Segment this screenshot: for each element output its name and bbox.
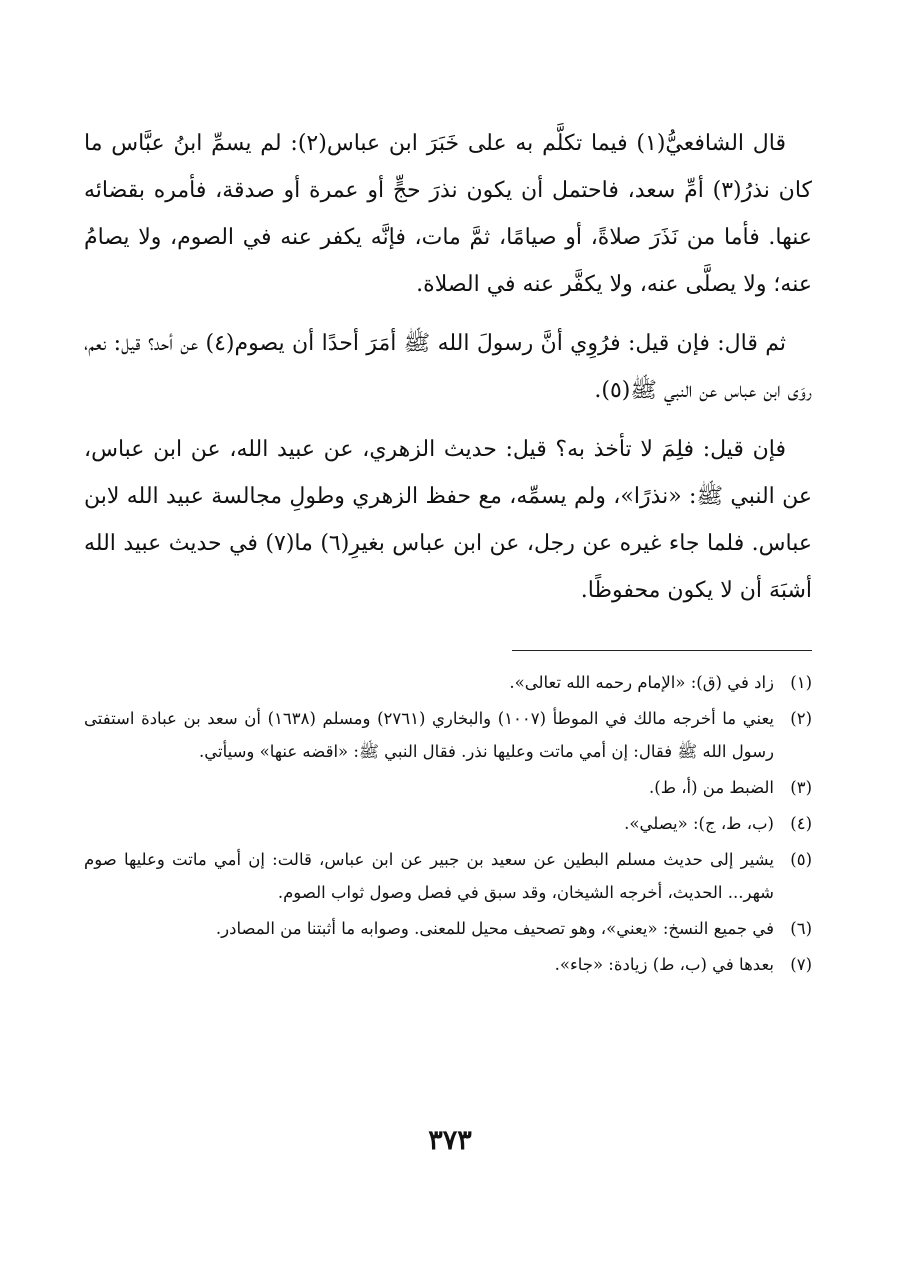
footnote-text: في جميع النسخ: «يعني»، وهو تصحيف محيل للمعنى. وصوابه ما أثبتنا من المصادر. xyxy=(215,919,774,938)
footnote-number: (٦) xyxy=(790,919,812,938)
footnote-number: (٣) xyxy=(790,778,812,797)
page-number: ٣٧٣ xyxy=(428,1125,472,1156)
footnote-text: يشير إلى حديث مسلم البطين عن سعيد بن جبير عن ابن عباس، قالت: إن أمي ماتت وعليها صوم شهر... الحديث، أخرجه الشيخان، وقد سبق في فصل وصول ثواب الصوم. xyxy=(84,850,774,902)
footnote-number: (٥) xyxy=(790,850,812,869)
footnote-number: (٢) xyxy=(790,709,812,728)
footnote-number: (٤) xyxy=(790,814,812,833)
footnote-2 xyxy=(84,702,812,768)
main-text xyxy=(84,120,812,614)
body-paragraph-1: قال الشافعيُّ(١) فيما تكلَّم به على خَبَرَ ابن عباس(٢): لم يسمِّ ابنُ عبَّاس ما كان نذرُ(٣) أمِّ سعد، فاحتمل أن يكون نذرَ حجٍّ أو عمرة أو صدقة، فأمره بقضائه عنها. فأما من نَذَرَ صلاةً، أو صيامًا، ثمَّ مات، فإنَّه يكفر عنه في الصوم، ولا يصامُ عنه؛ ولا يصلَّى عنه، ولا يكفَّر عنه في الصلاة. xyxy=(84,131,812,297)
body-paragraph-3: فإن قيل: فلِمَ لا تأخذ به؟ قيل: حديث الزهري، عن عبيد الله، عن ابن عباس، عن النبي ﷺ: «نذرًا»، ولم يسمِّه، مع حفظ الزهري وطولِ مجالسة عبيد الله لابن عباس. فلما جاء غيره عن رجل، عن ابن عباس بغيرِ(٦) ما(٧) في حديث عبيد الله أشبَهَ أن لا يكون محفوظًا. xyxy=(84,437,812,603)
footnote-4 xyxy=(84,807,812,840)
footnotes xyxy=(84,666,812,981)
footnote-text: بعدها في (ب، ط) زيادة: «جاء». xyxy=(554,955,774,974)
footnote-3 xyxy=(84,771,812,804)
footnote-number: (٧) xyxy=(790,955,812,974)
footnote-5 xyxy=(84,843,812,909)
footnote-number: (١) xyxy=(790,673,812,692)
footnote-1 xyxy=(84,666,812,699)
footnote-6 xyxy=(84,912,812,945)
body-paragraph-2: ثم قال: فإن قيل: فرُوِي أنَّ رسولَ الله ﷺ أمَرَ أحدًا أن يصوم(٤) عن أحد؟ قيل: نعم، روَى ابن عباس عن النبي ﷺ(٥). xyxy=(84,331,812,403)
footnote-text: يعني ما أخرجه مالك في الموطأ (١٠٠٧) والبخاري (٢٧٦١) ومسلم (١٦٣٨) أن سعد بن عبادة استفتى رسول الله ﷺ فقال: إن أمي ماتت وعليها نذر. فقال النبي ﷺ: «اقضه عنها» وسيأتي. xyxy=(84,709,774,761)
footnote-text: الضبط من (أ، ط). xyxy=(649,778,774,797)
footnote-7 xyxy=(84,948,812,981)
footnote-text: زاد في (ق): «الإمام رحمه الله تعالى». xyxy=(509,673,774,692)
footnote-separator xyxy=(512,650,812,651)
footnote-text: (ب، ط، ج): «يصلي». xyxy=(624,814,774,833)
